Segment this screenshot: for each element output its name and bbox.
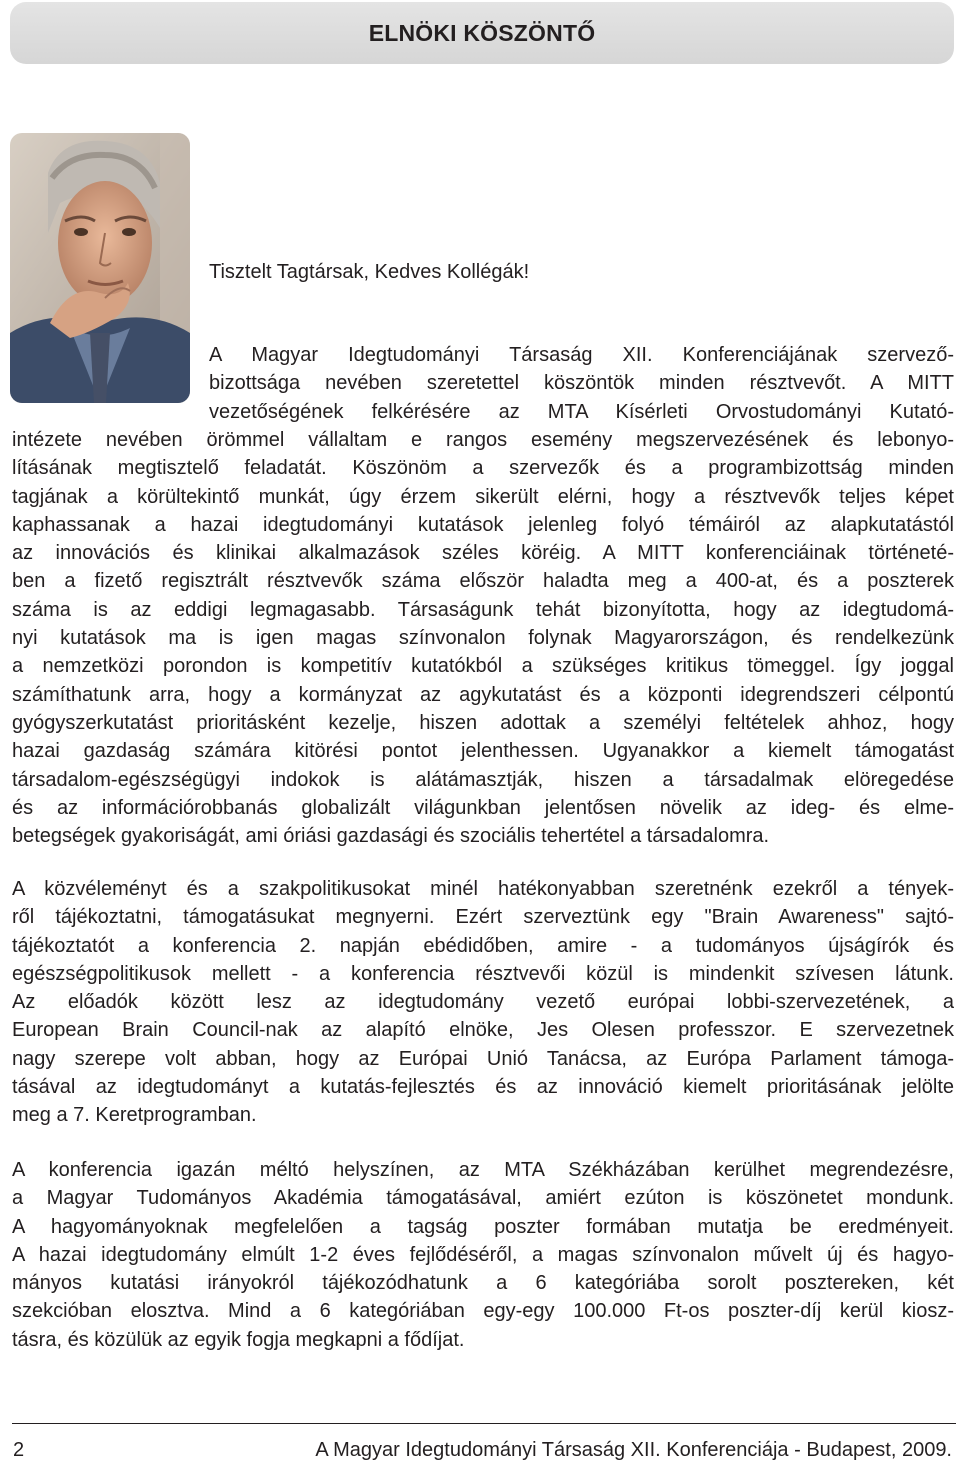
text-line: és az információrobbanás globalizált világunkban jelentősen növelik az ideg- és elme- <box>12 796 954 819</box>
text-line: A közvéleményt és a szakpolitikusokat minél hatékonyabban szeretnénk ezekről a tények- <box>12 878 954 900</box>
text-line: gyógyszerkutatást prioritásként kezelje, hiszen adottak a személyi feltételek ahhoz, hogy <box>12 711 954 734</box>
text-line: hazai gazdaság számára kitörési pontot jelenthessen. Ugyanakkor a kiemelt támogatást <box>12 740 954 763</box>
paragraph-3 <box>12 1156 954 1354</box>
text-line: ről tájékoztatni, támogatásukat megnyerni. Ezért szerveztünk egy "Brain Awareness" sajtó- <box>12 906 954 929</box>
text-line: bizottsága nevében szeretettel köszöntök minden résztvevőt. A MITT <box>209 372 954 395</box>
page-title: ELNÖKI KÖSZÖNTŐ <box>368 19 596 46</box>
text-line: nyi kutatások ma is igen magas színvonalon folynak Magyarországon, és rendelkezünk <box>12 627 954 650</box>
text-line: A hazai idegtudomány elmúlt 1-2 éves fejlődéséről, a magas színvonalon művelt új és hagyo- <box>12 1243 954 1266</box>
paragraph-1-intro <box>209 341 954 426</box>
text-line: egészségpolitikusok mellett - a konferencia résztvevői közül is mindenkit szívesen látunk. <box>12 962 954 985</box>
header-bar <box>10 2 954 64</box>
text-line: a Magyar Tudományos Akadémia támogatásával, amiért ezúton is köszönetet mondunk. <box>12 1187 954 1210</box>
text-line: számíthatunk arra, hogy a kormányzat az agykutatást és a központi idegrendszeri célpontú <box>12 683 954 706</box>
page-number: 2 <box>13 1439 25 1461</box>
paragraph-2 <box>12 875 954 1130</box>
text-line: vezetőségének felkérésére az MTA Kísérleti Orvostudományi Kutató- <box>209 400 954 423</box>
text-line: A Magyar Idegtudományi Társaság XII. Konferenciájának szervező- <box>209 344 954 366</box>
text-line: az innovációs és klinikai alkalmazások széles köréig. A MITT konferenciáinak történeté- <box>12 542 954 565</box>
footer-divider <box>12 1423 956 1424</box>
text-line: A konferencia igazán méltó helyszínen, az MTA Székházában kerülhet megrendezésre, <box>12 1159 954 1181</box>
text-line: száma is az eddigi legmagasabb. Társaságunk tehát bizonyította, hogy az idegtudomá- <box>12 598 954 621</box>
text-line: tásra, és közülük az egyik fogja megkapni a fődíjat. <box>12 1328 465 1351</box>
text-line: kaphassanak a hazai idegtudományi kutatások jelenleg folyó témáiról az alapkutatástól <box>12 513 954 536</box>
text-line: szekcióban elosztva. Mind a 6 kategóriában egy-egy 100.000 Ft-os poszter-díj kerül kiosz- <box>12 1300 954 1323</box>
text-line: mányos kutatási irányokról tájékozódhatunk a 6 kategóriába sorolt posztereken, két <box>12 1272 954 1295</box>
portrait-image <box>10 133 190 403</box>
text-line: tagjának a körültekintő munkát, úgy érzem sikerült elérni, hogy a résztvevők teljes képet <box>12 485 954 508</box>
greeting: Tisztelt Tagtársak, Kedves Kollégák! <box>209 261 530 283</box>
text-line: lításának megtisztelő feladatát. Köszönöm a szervezők és a programbizottság minden <box>12 457 954 480</box>
text-line: intézete nevében örömmel vállaltam e rangos esemény megszervezésének és lebonyo- <box>12 429 954 451</box>
text-line: meg a 7. Keretprogramban. <box>12 1104 257 1127</box>
text-line: nagy szerepe volt abban, hogy az Európai Unió Tanácsa, az Európa Parlament támoga- <box>12 1047 954 1070</box>
text-line: European Brain Council-nak az alapító elnöke, Jes Olesen professzor. E szervezetnek <box>12 1019 954 1042</box>
text-line: társadalom-egészségügyi indokok is alátámasztják, hiszen a társadalmak elöregedése <box>12 768 954 791</box>
text-line: tásával az idegtudományt a kutatás-fejlesztés és az innováció kiemelt prioritásának jelölte <box>12 1076 954 1099</box>
text-line: A hagyományoknak megfelelően a tagság poszter formában mutatja be eredményeit. <box>12 1215 954 1238</box>
text-line: betegségek gyakoriságát, ami óriási gazdasági és szociális tehertétel a társadalomra. <box>12 825 770 848</box>
paragraph-1-body <box>12 426 954 850</box>
author-portrait <box>10 133 190 403</box>
text-line: ben a fizető regisztrált résztvevők száma először haladta meg a 400-at, és a poszterek <box>12 570 954 593</box>
footer-publication: A Magyar Idegtudományi Társaság XII. Konferenciája - Budapest, 2009. <box>315 1439 952 1461</box>
text-line: Az előadók között lesz az idegtudomány vezető európai lobbi-szervezetének, a <box>12 991 954 1014</box>
text-line: tájékoztatót a konferencia 2. napján ebédidőben, amire - a tudományos újságírók és <box>12 934 954 957</box>
text-line: a nemzetközi porondon is kompetitív kutatókból a szükséges kritikus tömeggel. Így joggal <box>12 655 954 678</box>
